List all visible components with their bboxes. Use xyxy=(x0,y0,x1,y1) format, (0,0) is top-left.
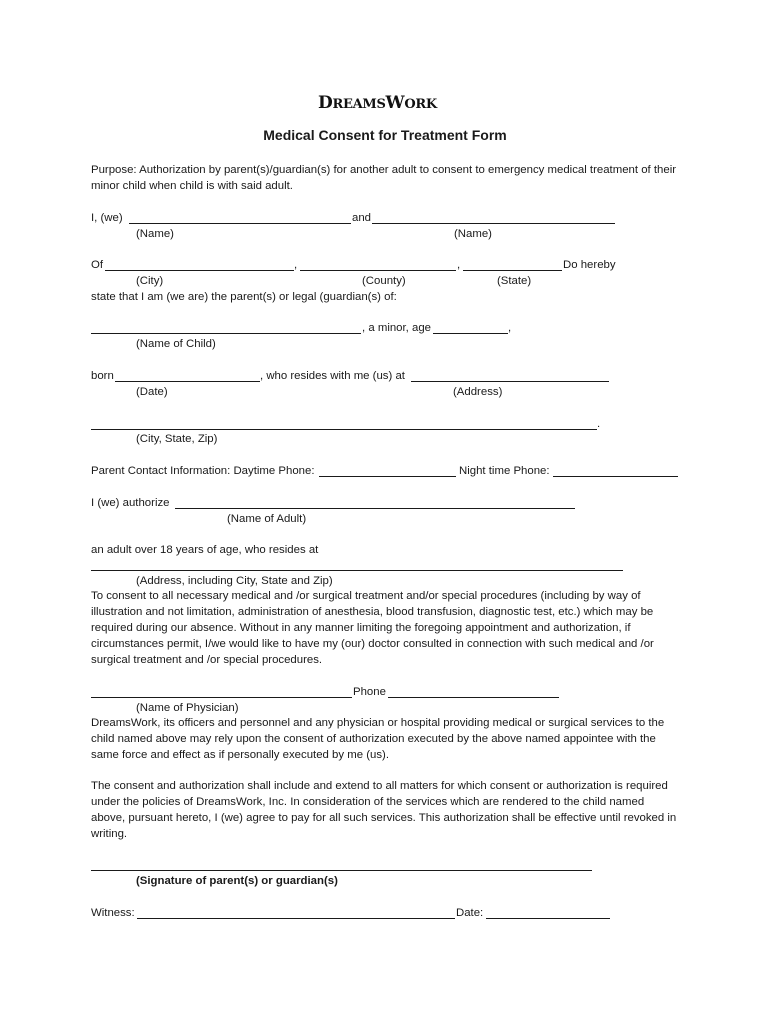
witness-label: Witness: xyxy=(91,907,135,919)
parent-name-2-field[interactable] xyxy=(372,223,615,224)
signature-field[interactable] xyxy=(91,870,592,871)
physician-phone-label: Phone xyxy=(353,686,386,698)
city-field[interactable] xyxy=(105,270,294,271)
resides-label: , who resides with me (us) at xyxy=(260,370,405,382)
night-phone-field[interactable] xyxy=(553,476,678,477)
purpose-text: Purpose: Authorization by parent(s)/guardian(s) for another adult to consent to emergency medical treatment of their minor child when child is with said adult. xyxy=(91,164,677,192)
and-label: and xyxy=(352,212,372,224)
physician-phone-field[interactable] xyxy=(388,697,559,698)
signature-label: (Signature of parent(s) or guardian(s) xyxy=(136,875,338,887)
daytime-phone-label: Parent Contact Information: Daytime Phone: xyxy=(91,465,315,477)
city-state-zip-field[interactable] xyxy=(91,429,597,430)
of-label: Of xyxy=(91,259,104,271)
parent-name-1-field[interactable] xyxy=(129,223,351,224)
form-title: Medical Consent for Treatment Form xyxy=(263,127,507,143)
city-state-zip-label: (City, State, Zip) xyxy=(136,433,218,445)
reliance-paragraph: DreamsWork, its officers and personnel and any physician or hospital providing medical or surgical services to the child named above may rely upon the consent of authorization executed by the above named appointee with the same force and effect as if personally executed by me (us). xyxy=(91,717,665,761)
parent-statement: state that I am (we are) the parent(s) or legal (guardian(s) of: xyxy=(91,291,397,303)
dreamswork-logo: DREAMSWORK xyxy=(318,93,437,113)
state-label: (State) xyxy=(497,275,532,287)
minor-age-label: , a minor, age xyxy=(362,322,432,334)
date-witness-label: Date: xyxy=(456,907,484,919)
physician-name-label: (Name of Physician) xyxy=(136,702,239,714)
physician-name-field[interactable] xyxy=(91,697,352,698)
daytime-phone-field[interactable] xyxy=(319,476,456,477)
date-label: (Date) xyxy=(136,386,168,398)
payment-paragraph: The consent and authorization shall include and extend to all matters for which consent or authorization is required under the policies of DreamsWork, Inc. In consideration of the services which are rendered to the child named above, pursuant hereto, I (we) agree to pay for all such services. This authorization shall be effective until revoked in writing. xyxy=(91,780,677,840)
county-label: (County) xyxy=(362,275,406,287)
night-phone-label: Night time Phone: xyxy=(459,465,550,477)
comma-3: , xyxy=(508,322,512,334)
do-hereby-label: Do hereby xyxy=(563,259,616,271)
period-mark: . xyxy=(597,418,601,430)
witness-date-field[interactable] xyxy=(486,918,610,919)
name-label-2: (Name) xyxy=(454,228,492,240)
child-age-field[interactable] xyxy=(433,333,508,334)
child-address-field[interactable] xyxy=(411,381,609,382)
authorize-label: I (we) authorize xyxy=(91,497,170,509)
adult-over-18-text: an adult over 18 years of age, who resides at xyxy=(91,544,319,556)
consent-paragraph: To consent to all necessary medical and /or surgical treatment and/or special procedures (including by way of illustration and not limitation, administration of anesthesia, blood transfusion, diagnostic test, etc.) which may be required during our absence. Without in any manner limiting the foregoing appointment and authorization, if circumstances permit, I/we would like to have my (our) doctor consulted in connection with such medical and /or surgical treatment and /or special procedures. xyxy=(91,590,654,666)
birth-date-field[interactable] xyxy=(115,381,260,382)
child-name-field[interactable] xyxy=(91,333,361,334)
comma-1: , xyxy=(294,259,298,271)
comma-2: , xyxy=(457,259,461,271)
born-label: born xyxy=(91,370,114,382)
witness-field[interactable] xyxy=(137,918,455,919)
adult-address-label: (Address, including City, State and Zip) xyxy=(136,575,333,587)
address-label: (Address) xyxy=(453,386,503,398)
names-prefix: I, (we) xyxy=(91,212,123,224)
adult-name-field[interactable] xyxy=(175,508,575,509)
city-label: (City) xyxy=(136,275,164,287)
name-label-1: (Name) xyxy=(136,228,174,240)
adult-name-label: (Name of Adult) xyxy=(227,513,307,525)
child-name-label: (Name of Child) xyxy=(136,338,216,350)
adult-address-field[interactable] xyxy=(91,570,623,571)
state-field[interactable] xyxy=(463,270,562,271)
county-field[interactable] xyxy=(300,270,456,271)
